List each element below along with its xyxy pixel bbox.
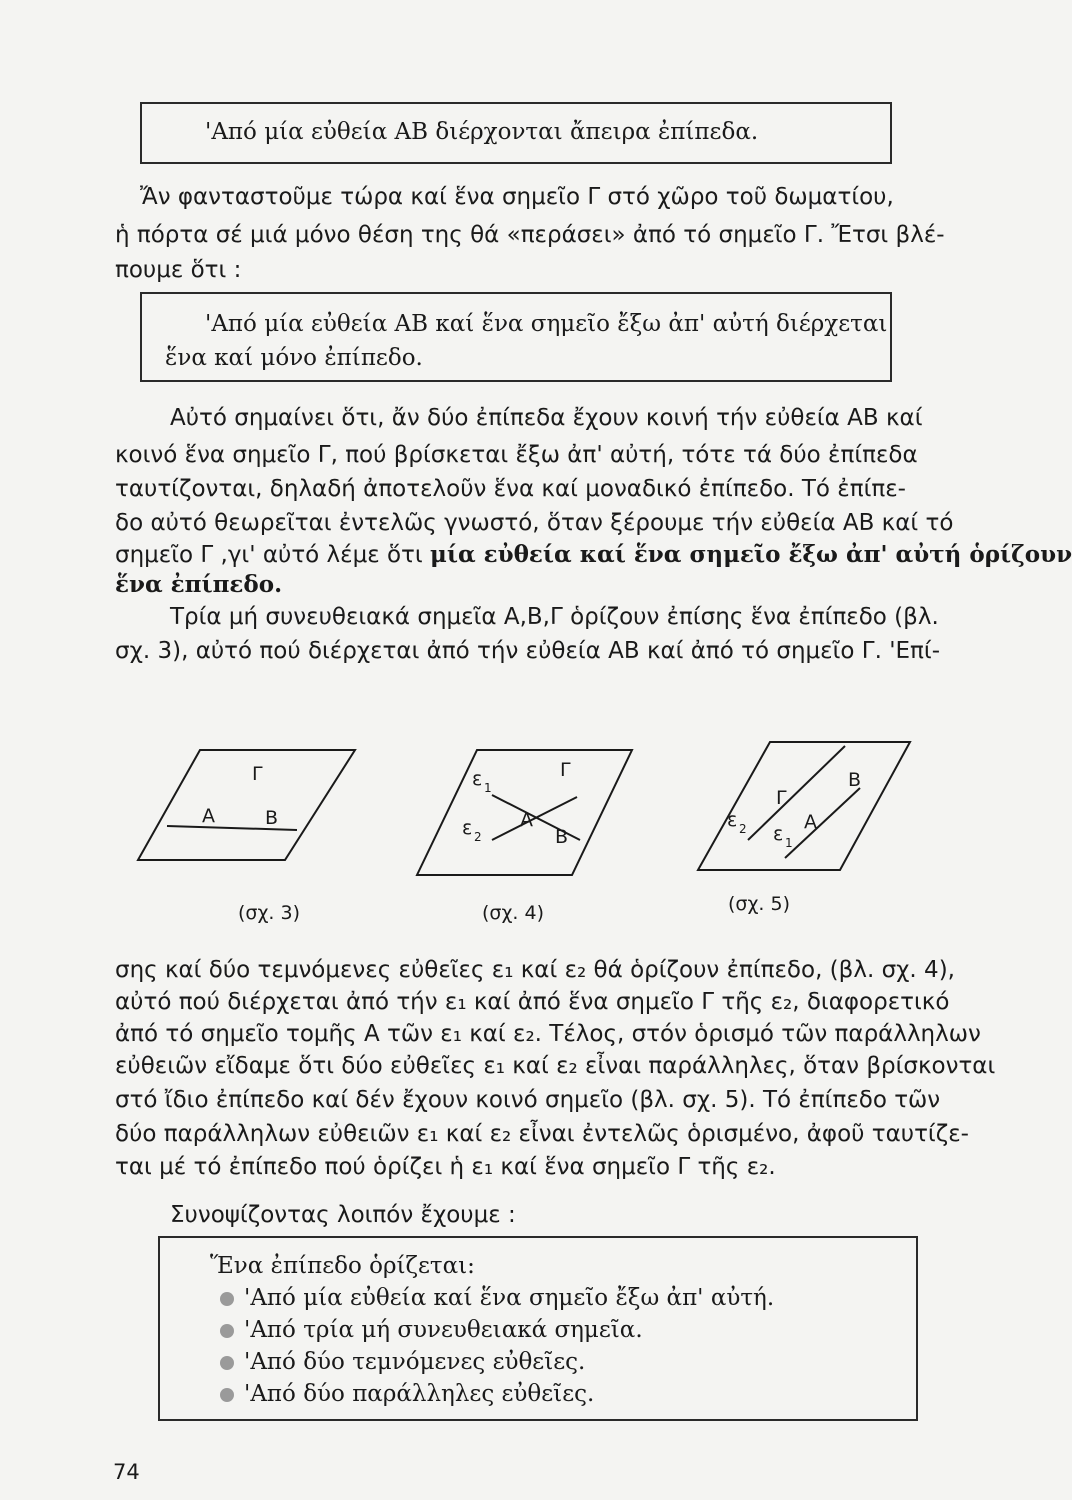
text-line: κοινό ἕνα σημεῖο Γ, πού βρίσκεται ἔξω ἀπ' αὐτή, τότε τά δύο ἐπίπεδα bbox=[115, 442, 918, 468]
figure-5-diagram bbox=[690, 730, 920, 890]
plane-parallelogram bbox=[698, 742, 910, 870]
text-line: δύο παράλληλων εὐθειῶν ε₁ καί ε₂ εἶναι ἐντελῶς ὁρισμένο, ἀφοῦ ταυτίζε- bbox=[115, 1121, 969, 1147]
figure-3-diagram bbox=[130, 740, 370, 880]
point-b-label: Β bbox=[265, 807, 279, 829]
line-e1-subscript: 1 bbox=[785, 836, 793, 850]
line-e2-subscript: 2 bbox=[739, 822, 747, 836]
summary-heading: Ἕνα ἐπίπεδο ὁρίζεται: bbox=[210, 1253, 475, 1279]
text-line: σχ. 3), αὐτό πού διέρχεται ἀπό τήν εὐθεία ΑΒ καί ἀπό τό σημεῖο Γ. 'Επί- bbox=[115, 638, 940, 664]
text-line: σης καί δύο τεμνόμενες εὐθεῖες ε₁ καί ε₂ θά ὁρίζουν ἐπίπεδο, (βλ. σχ. 4), bbox=[115, 957, 955, 983]
point-a-label: Α bbox=[520, 809, 533, 831]
text-line: Τρία μή συνευθειακά σημεῖα Α,Β,Γ ὁρίζουν ἐπίσης ἕνα ἐπίπεδο (βλ. bbox=[170, 604, 939, 630]
figure-5-caption: (σχ. 5) bbox=[728, 893, 791, 915]
point-g-label: Γ bbox=[252, 763, 263, 785]
point-b-label: Β bbox=[555, 826, 569, 848]
text-line: ἡ πόρτα σέ μιά μόνο θέση της θά «περάσει» ἀπό τό σημεῖο Γ. Ἔτσι βλέ- bbox=[115, 222, 945, 248]
text-line-mixed bbox=[115, 540, 1072, 570]
summary-item-text: 'Από δύο παράλληλες εὐθεῖες. bbox=[244, 1381, 595, 1407]
statement-2-line-2: ἕνα καί μόνο ἐπίπεδο. bbox=[165, 345, 423, 371]
page-number: 74 bbox=[113, 1460, 140, 1484]
bullet-icon bbox=[220, 1324, 234, 1338]
line-e2-label: ε bbox=[727, 809, 738, 831]
line-e1 bbox=[785, 788, 860, 858]
statement-1-text: 'Από μία εὐθεία ΑΒ διέρχονται ἄπειρα ἐπίπεδα. bbox=[205, 119, 759, 145]
text-line: Αὐτό σημαίνει ὅτι, ἄν δύο ἐπίπεδα ἔχουν κοινή τήν εὐθεία ΑΒ καί bbox=[170, 405, 923, 431]
line-e2 bbox=[748, 746, 845, 840]
figure-4-caption: (σχ. 4) bbox=[482, 902, 545, 924]
summary-item-text: 'Από μία εὐθεία καί ἕνα σημεῖο ἔξω ἀπ' αὐτή. bbox=[244, 1285, 775, 1311]
text-line: πουμε ὅτι : bbox=[115, 257, 242, 283]
summary-item-text: 'Από δύο τεμνόμενες εὐθεῖες. bbox=[244, 1349, 586, 1375]
point-b-label: Β bbox=[848, 769, 862, 791]
summary-item-text: 'Από τρία μή συνευθειακά σημεῖα. bbox=[244, 1317, 643, 1343]
text-bold: μία εὐθεία καί ἕνα σημεῖο ἔξω ἀπ' αὐτή ὁρίζουν bbox=[429, 541, 1072, 568]
bullet-icon bbox=[220, 1356, 234, 1370]
summary-intro: Συνοψίζοντας λοιπόν ἔχουμε : bbox=[170, 1202, 516, 1228]
text-line: ταυτίζονται, δηλαδή ἀποτελοῦν ἕνα καί μοναδικό ἐπίπεδο. Τό ἐπίπε- bbox=[115, 476, 906, 502]
text-line: εὐθειῶν εἴδαμε ὅτι δύο εὐθεῖες ε₁ καί ε₂ εἶναι παράλληλες, ὅταν βρίσκονται bbox=[115, 1053, 996, 1079]
summary-item bbox=[220, 1344, 585, 1380]
point-a-label: Α bbox=[202, 805, 215, 827]
text-line: ται μέ τό ἐπίπεδο πού ὁρίζει ἡ ε₁ καί ἕνα σημεῖο Γ τῆς ε₂. bbox=[115, 1154, 776, 1180]
point-g-label: Γ bbox=[776, 787, 787, 809]
summary-item bbox=[220, 1376, 594, 1412]
summary-item bbox=[220, 1312, 643, 1348]
point-a-label: Α bbox=[804, 811, 817, 833]
statement-2-line-1: 'Από μία εὐθεία ΑΒ καί ἕνα σημεῖο ἔξω ἀπ' αὐτή διέρχεται bbox=[205, 311, 888, 337]
line-e1-label: ε bbox=[472, 768, 483, 790]
text-line: Ἄν φανταστοῦμε τώρα καί ἕνα σημεῖο Γ στό χῶρο τοῦ δωματίου, bbox=[140, 184, 894, 210]
line-e2-label: ε bbox=[462, 817, 473, 839]
bullet-icon bbox=[220, 1388, 234, 1402]
line-e1-subscript: 1 bbox=[484, 781, 492, 795]
point-g-label: Γ bbox=[560, 759, 571, 781]
text-line: ἀπό τό σημεῖο τομῆς Α τῶν ε₁ καί ε₂. Τέλος, στόν ὁρισμό τῶν παράλληλων bbox=[115, 1021, 981, 1047]
text-bold-line: ἕνα ἐπίπεδο. bbox=[115, 571, 283, 598]
text-line: δο αὐτό θεωρεῖται ἐντελῶς γνωστό, ὅταν ξέρουμε τήν εὐθεία ΑΒ καί τό bbox=[115, 510, 954, 536]
text-line: αὐτό πού διέρχεται ἀπό τήν ε₁ καί ἀπό ἕνα σημεῖο Γ τῆς ε₂, διαφορετικό bbox=[115, 989, 950, 1015]
bullet-icon bbox=[220, 1292, 234, 1306]
text-line: στό ἴδιο ἐπίπεδο καί δέν ἔχουν κοινό σημεῖο (βλ. σχ. 5). Τό ἐπίπεδο τῶν bbox=[115, 1087, 941, 1113]
plane-parallelogram bbox=[138, 750, 355, 860]
figure-3-caption: (σχ. 3) bbox=[238, 902, 301, 924]
summary-item bbox=[220, 1280, 774, 1316]
line-e2-subscript: 2 bbox=[474, 830, 482, 844]
text-plain: σημεῖο Γ ,γι' αὐτό λέμε ὅτι bbox=[115, 542, 430, 568]
figure-4-diagram bbox=[412, 740, 642, 900]
line-e1-label: ε bbox=[773, 823, 784, 845]
